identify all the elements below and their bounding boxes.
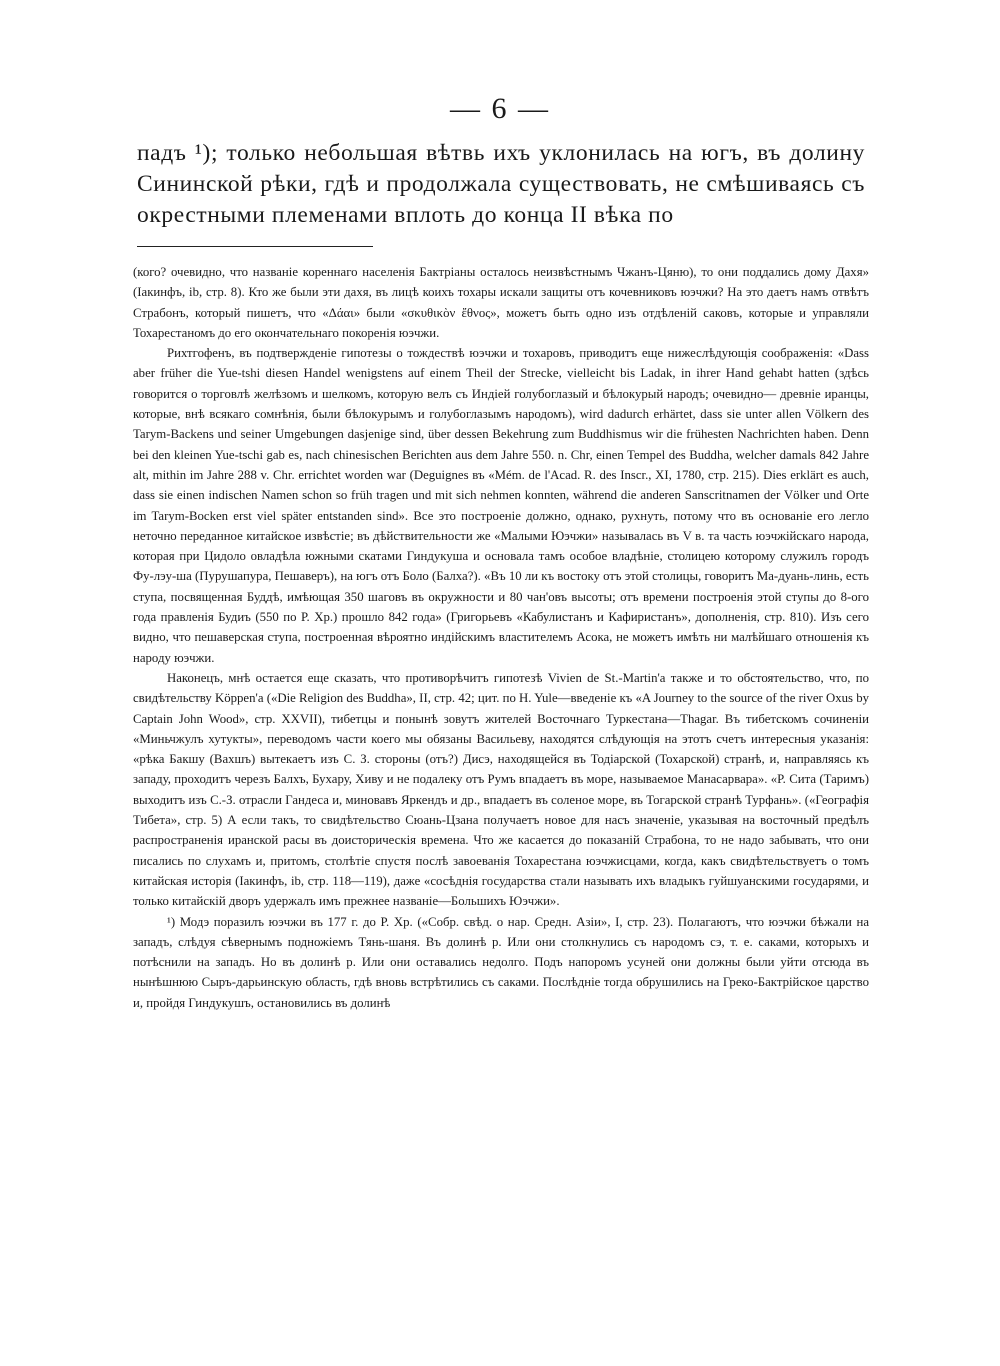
footnotes <box>133 262 869 1013</box>
footnote-continuation: (кого? очевидно, что названіе кореннаго населенія Бактріаны осталось неизвѣстнымъ Чжанъ-Цяню), то они поддались дому Дахя» (Іакинфъ, ib, стр. 8). Кто же были эти дахя, въ лицѣ коихъ тохары искали защиты отъ кочевниковъ юэчжи? На это даетъ намъ отвѣтъ Страбонъ, который пишетъ, что «Δάαι» были «σκυθικὸν ἔθνος», можетъ быть одно изъ отдѣленій саковъ, которые и управляли Тохарестаномъ до его окончательнаго покоренія юэчжи. <box>133 265 869 340</box>
footnote-conclusion: Наконецъ, мнѣ остается еще сказать, что противорѣчитъ гипотезѣ Vivien de St.-Martin'a также и то обстоятельство, что, по свидѣтельству Köppen'a («Die Religion des Buddha», II, стр. 42; цит. по H. Yule—введеніе къ «A Journey to the source of the river Oxus by Captain John Wood», стр. XXVII), тибетцы и понынѣ зовутъ жителей Восточнаго Туркестана—Thagar. Въ тибетскомъ сочиненіи «Миньчжулъ хутукты», переводомъ части коего мы обязаны Васильеву, находятся слѣдующія на этотъ счетъ интересныя указанія: «рѣка Бакшу (Вахшъ) вытекаетъ изъ С. З. стороны (отъ?) Дисэ, находящейся въ Тодіарской (Тохарской) странѣ, и, направляясь къ западу, проходитъ черезъ Балхъ, Бухару, Хиву и не подалеку отъ Румъ впадаетъ въ море, называемое Манасарвара». «Р. Сита (Таримъ) выходитъ изъ С.-З. отрасли Гандеса и, миновавъ Яркендъ и др., впадаетъ въ соленое море, въ Тогарской странѣ Турфань». («Географія Тибета», стр. 5) А если такъ, то свидѣтельство Сюань-Цзана получаетъ новое для насъ значеніе, указывая на восточный предѣлъ распространенія иранской расы въ доисторическія времена. Что же касается до показаній Страбона, то не надо забывать, что они писались по слухамъ и, притомъ, столѣтіе спустя послѣ завоеванія Тохарестана юэчжисцами, когда, какъ свидѣтельствуетъ о томъ китайская исторія (Іакинфъ, ib, стр. 118—119), даже «сосѣднія государства стали называть ихъ владыкъ гуйшуанскими государями, и только китайскій дворъ удержалъ имъ прежнее названіе—Большихъ Юэчжи». <box>133 670 869 909</box>
main-text: падъ ¹); только небольшая вѣтвь ихъ уклонилась на югъ, въ долину Сининской рѣки, гдѣ и продолжала существовать, не смѣшиваясь съ окрестными племенами вплоть до конца II вѣка по <box>137 140 865 228</box>
footnote-richthofen: Рихтгофенъ, въ подтвержденіе гипотезы о тождествѣ юэчжи и тохаровъ, приводитъ еще нижеслѣдующія соображенія: «Dass aber früher die Yue-tshi diesen Handel wenigstens auf einem Theil der Strecke, vielleicht bis Ladak, in ihrer Hand gehabt hatten (здѣсь говорится о торговлѣ желѣзомъ и шелкомъ, которую велъ съ Индіей голубоглазый и бѣлокурый народъ; очевидно— древніе иранцы, которые, внѣ всякаго сомнѣнія, были бѣлокурымъ и голубоглазымъ народомъ), wird dadurch erhärtet, dass sie unter allen Völkern des Tarym-Backens und seiner Umgebungen dasjenige sind, über dessen Bekehrung zum Buddhismus wir die frühesten Nachrichten haben. Denn bei den kleinen Yue-tschi gab es, nach chinesischen Berichten aus dem Jahre 550. n. Chr, einen Tempel des Buddha, welcher damals 842 Jahre alt, mithin im Jahre 288 v. Chr. errichtet worden war (Deguignes въ «Mém. de l'Acad. R. des Inscr., XI, 1780, стр. 215). Dies erklärt es auch, dass sie einen indischen Namen schon so früh tragen und mit sich nehmen konnten, während die anderen Sanscritnamen der Völker und Orte im Tarym-Bocken erst viel später entstanden sind». Все это построеніе должно, однако, рухнуть, потому что въ основаніе его легло неточно переданное китайское извѣстіе; въ дѣйствительности же «Малыми Юэчжи» называлась въ V в. та часть юэчжійскаго народа, которая при Цидоло овладѣла южными скатами Гиндукуша и основала тамъ особое владѣніе, столицею которому служилъ городъ Фу-лэу-ша (Пурушапура, Пешаверъ), на югъ отъ Боло (Балха?). «Въ 10 ли къ востоку отъ этой столицы, говоритъ Ма-дуань-линь, есть ступа, посвященная Буддѣ, имѣющая 350 шаговъ въ окружности и 80 чан'овъ высоты; отъ времени построенія этой ступы до 8-ого года правленія Будиъ (550 по Р. Хр.) прошло 842 года» (Григорьевъ «Кабулистанъ и Кафиристанъ», дополненія, стр. 810). Изъ сего видно, что пешаверская ступа, построенная вѣроятно индійскимъ властителемъ Асока, не можетъ имѣть ни малѣйшаго отношенія къ народу юэчжи. <box>133 346 869 665</box>
page-number: — 6 — <box>450 92 550 125</box>
footnote-rule <box>137 246 373 247</box>
footnote-1: ¹) Модэ поразилъ юэчжи въ 177 г. до Р. Хр. («Собр. свѣд. о нар. Средн. Азіи», I, стр. 23). Полагаютъ, что юэчжи бѣжали на западъ, слѣдуя сѣвернымъ подножіемъ Тянь-шаня. Въ долинѣ р. Или они столкнулись съ народомъ сэ, т. е. саками, которыхъ и потѣснили на западъ. Но въ долинѣ р. Или они оставались недолго. Подъ напоромъ усуней они должны были уйти отсюда въ нынѣшнюю Сыръ-дарьинскую область, гдѣ вновь встрѣтились съ саками. Послѣдніе тогда обрушились на Греко-Бактрійское царство и, пройдя Гиндукушъ, остановились въ долинѣ <box>133 914 869 1010</box>
